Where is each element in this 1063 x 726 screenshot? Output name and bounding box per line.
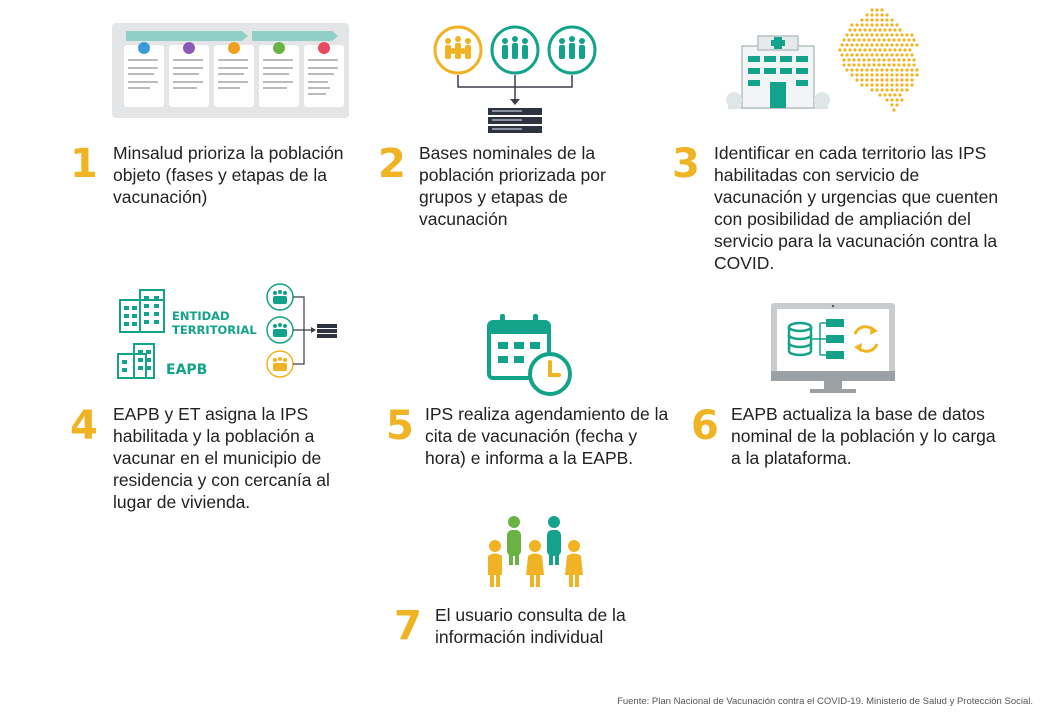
step-1-text: Minsalud prioriza la población objeto (fases y etapas de la vacunación) (113, 143, 344, 207)
step-3-number: 3 (672, 141, 700, 187)
population-groups-icon (430, 25, 600, 135)
people-group-icon (484, 513, 586, 591)
step-4-text: EAPB y ET asigna la IPS habilitada y la población a vacunar en el municipio de residencia y con cercanía al lugar de vivienda. (113, 404, 330, 512)
phases-infographic-icon (112, 23, 349, 118)
database-monitor-icon (770, 301, 896, 396)
hospital-map-icon (722, 6, 927, 118)
step-2-number: 2 (378, 141, 406, 187)
step-5-number: 5 (386, 403, 414, 449)
step-7-number: 7 (394, 603, 422, 649)
calendar-clock-icon (487, 314, 573, 398)
entity-territorial-label: ENTIDAD TERRITORIAL (172, 309, 257, 337)
source-footer: Fuente: Plan Nacional de Vacunación contra el COVID-19. Ministerio de Salud y Protección Social. (617, 696, 1033, 707)
step-2-text: Bases nominales de la población priorizada por grupos y etapas de vacunación (419, 143, 606, 229)
step-6-text: EAPB actualiza la base de datos nominal de la población y lo carga a la plataforma. (731, 404, 996, 468)
step-7-text: El usuario consulta de la información individual (435, 605, 626, 647)
step-4-number: 4 (70, 403, 98, 449)
eapb-label: EAPB (166, 362, 208, 378)
step-1-number: 1 (70, 141, 98, 187)
step-5-text: IPS realiza agendamiento de la cita de vacunación (fecha y hora) e informa a la EAPB. (425, 404, 669, 468)
step-3-text: Identificar en cada territorio las IPS habilitadas con servicio de vacunación y urgencias que cuenten con posibilidad de ampliación del servicio para la vacunación contra la COVID. (714, 143, 999, 273)
step-6-number: 6 (691, 403, 719, 449)
